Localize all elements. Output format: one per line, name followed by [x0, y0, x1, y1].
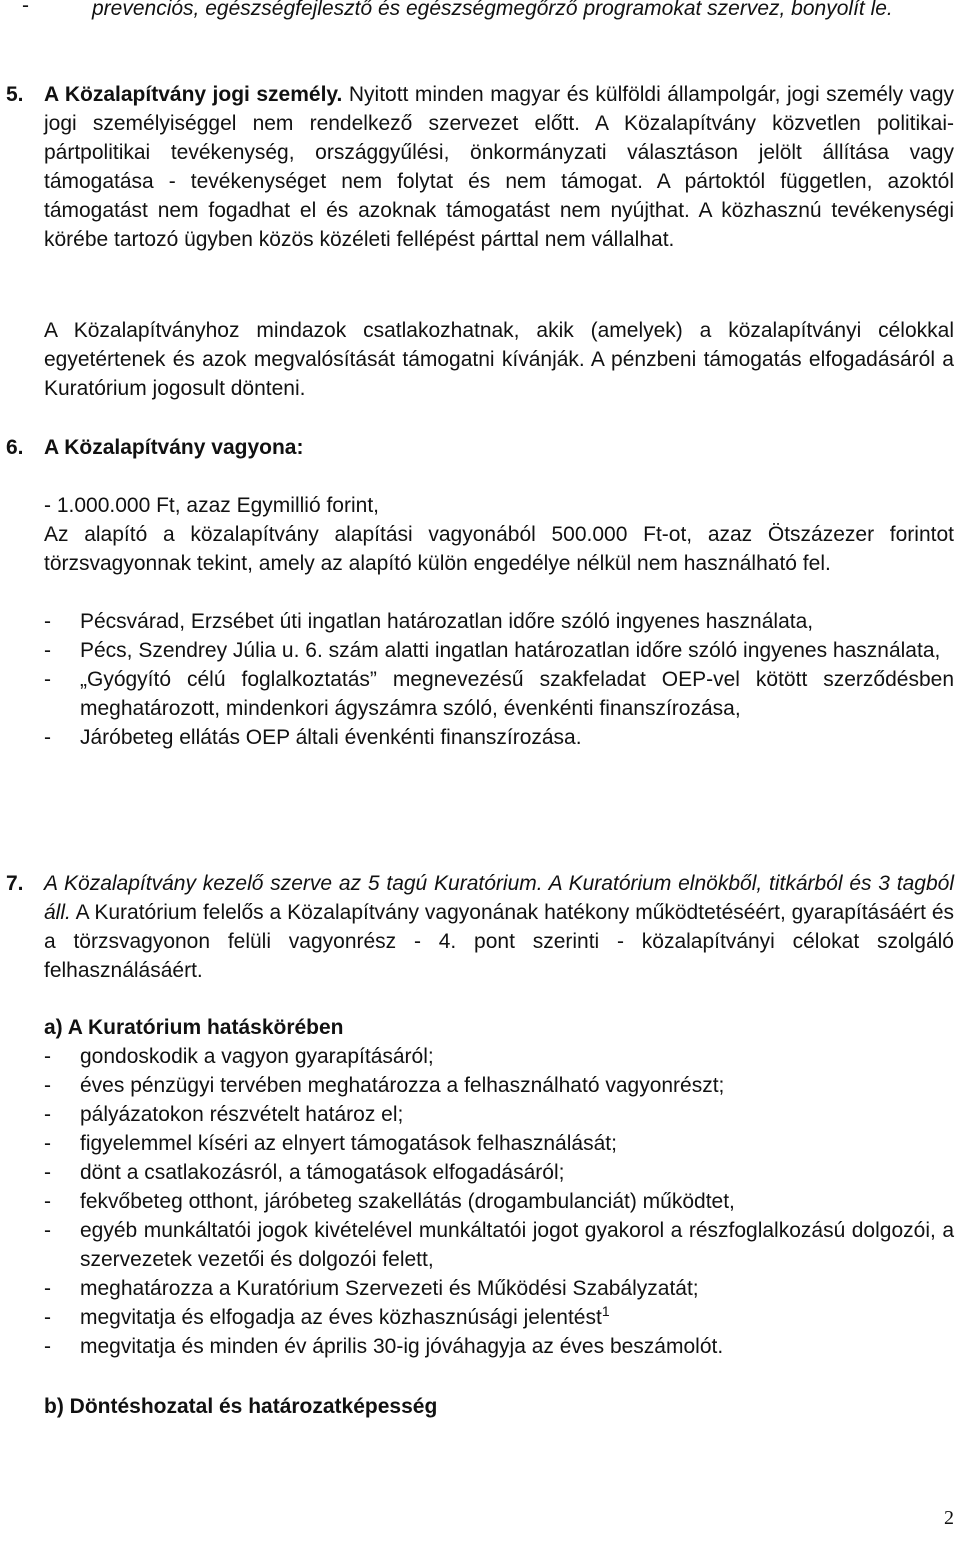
list-dash: -: [22, 0, 29, 17]
list-item-text: Pécsvárad, Erzsébet úti ingatlan határozatlan időre szóló ingyenes használata,: [80, 610, 814, 633]
list-item: [44, 1071, 954, 1100]
section-6-title: A Közalapítvány vagyona:: [44, 436, 304, 459]
section-7-text: A Kuratórium felelős a Közalapítvány vagyonának hatékony működtetéséért, gyarapításáért és a törzsvagyonon felüli vagyonrész - 4. pont szerinti - közalapítványi célokat szolgáló felhasználásáért.: [44, 901, 954, 982]
prevention-list-item: [22, 0, 950, 23]
list-item-text: megvitatja és minden év április 30-ig jóváhagyja az éves beszámolót.: [80, 1335, 724, 1358]
list-item-text: dönt a csatlakozásról, a támogatások elfogadásáról;: [80, 1161, 565, 1184]
section-5: [6, 80, 954, 254]
list-item: [44, 636, 954, 665]
list-item: [44, 1332, 954, 1361]
page-number: 2: [944, 1507, 954, 1529]
list-item-text: gondoskodik a vagyon gyarapításáról;: [80, 1045, 434, 1068]
list-dash: -: [44, 639, 51, 662]
section-6-para: Az alapító a közalapítvány alapítási vagyonából 500.000 Ft-ot, azaz Ötszázezer forintot törzsvagyonnak tekint, amely az alapító külön engedélye nélkül nem használható fel.: [44, 523, 954, 575]
list-item-text: Járóbeteg ellátás OEP általi évenkénti finanszírozása.: [80, 726, 582, 749]
section-7-number: 7.: [6, 872, 24, 895]
list-item: [44, 1274, 954, 1303]
section-5-number: 5.: [6, 83, 24, 106]
list-item: [44, 1216, 954, 1274]
list-dash: -: [44, 1045, 51, 1068]
list-dash: -: [44, 1219, 51, 1242]
section-6-number: 6.: [6, 436, 24, 459]
list-dash: -: [44, 1074, 51, 1097]
list-item: [44, 1303, 954, 1332]
list-item-text: pályázatokon részvételt határoz el;: [80, 1103, 404, 1126]
subsection-b-title: b) Döntéshozatal és határozatképesség: [44, 1395, 438, 1418]
list-item-text: meghatározza a Kuratórium Szervezeti és Működési Szabályzatát;: [80, 1277, 699, 1300]
subsection-a-title: a) A Kuratórium hatáskörében: [44, 1016, 344, 1039]
section-5-paragraph-2: [44, 316, 954, 403]
subsection-b: [44, 1392, 954, 1421]
list-dash: -: [44, 610, 51, 633]
section-5-text: Nyitott minden magyar és külföldi állampolgár, jogi személy vagy jogi személyiséggel nem rendelkező szervezet előtt. A Közalapítvány közvetlen politikai- pártpolitikai tevékenység, országgyűlési, önkormányzati választáson jelölt állítása vagy támogatása - tevékenységet nem folytat és nem támogat. A pártoktól független, azoktól támogatást nem fogadhat el és azoknak támogatást nem nyújthat. A közhasznú tevékenységi körébe tartozó ügyben közös közéleti fellépést párttal nem vállalhat.: [44, 83, 954, 251]
section-7-paragraph: [44, 869, 954, 985]
list-item: [44, 723, 954, 752]
prevention-item-text: prevenciós, egészségfejlesztő és egészségmegőrző programokat szervez, bonyolít le.: [92, 0, 893, 20]
footnote-mark: 1: [601, 1303, 610, 1319]
list-item-text: egyéb munkáltatói jogok kivételével munkáltatói jogot gyakorol a részfoglalkozású dolgozói, a szervezetek vezetői és dolgozói felett,: [80, 1219, 954, 1271]
list-dash: -: [44, 1103, 51, 1126]
section-6-body: [44, 491, 954, 578]
list-dash: -: [44, 668, 51, 691]
section-5-paragraph: [44, 80, 954, 254]
section-7: [6, 869, 954, 985]
list-item: [44, 1158, 954, 1187]
list-item: [44, 1042, 954, 1071]
list-dash: -: [44, 1132, 51, 1155]
section-6: [6, 433, 954, 462]
list-item-text: Pécs, Szendrey Júlia u. 6. szám alatti ingatlan határozatlan időre szóló ingyenes használata,: [80, 639, 941, 662]
list-item: [44, 665, 954, 723]
subsection-a: [44, 1013, 954, 1042]
section-5-heading: A Közalapítvány jogi személy.: [44, 83, 343, 106]
list-dash: -: [44, 726, 51, 749]
list-dash: -: [44, 1190, 51, 1213]
subsection-a-list: [44, 1042, 954, 1361]
list-item: [44, 1100, 954, 1129]
list-item-text: megvitatja és elfogadja az éves közhasznúsági jelentést: [80, 1306, 602, 1329]
section-6-list: [44, 607, 954, 752]
section-6-line1: - 1.000.000 Ft, azaz Egymillió forint,: [44, 494, 379, 517]
list-item-text: „Gyógyító célú foglalkoztatás” megnevezésű szakfeladat OEP-vel kötött szerződésben meghatározott, mindenkori ágyszámra szóló, évenkénti finanszírozása,: [80, 668, 954, 720]
list-item-text: éves pénzügyi tervében meghatározza a felhasználható vagyonrészt;: [80, 1074, 725, 1097]
list-item-text: figyelemmel kíséri az elnyert támogatások felhasználását;: [80, 1132, 617, 1155]
list-item: [44, 607, 954, 636]
list-dash: -: [44, 1306, 51, 1329]
list-item-text: fekvőbeteg otthont, járóbeteg szakellátás (drogambulanciát) működtet,: [80, 1190, 735, 1213]
list-item: [44, 1187, 954, 1216]
list-dash: -: [44, 1161, 51, 1184]
section-7-italic: A Közalapítvány kezelő szerve az 5 tagú Kuratórium. A Kuratórium elnökből, titkárból és 3 tagból áll.: [44, 872, 954, 924]
list-item: [44, 1129, 954, 1158]
list-dash: -: [44, 1335, 51, 1358]
list-dash: -: [44, 1277, 51, 1300]
section-5-para2-text: A Közalapítványhoz mindazok csatlakozhatnak, akik (amelyek) a közalapítványi célokkal egyetértenek és azok megvalósítását támogatni kívánják. A pénzbeni támogatás elfogadásáról a Kuratórium jogosult dönteni.: [44, 319, 954, 400]
